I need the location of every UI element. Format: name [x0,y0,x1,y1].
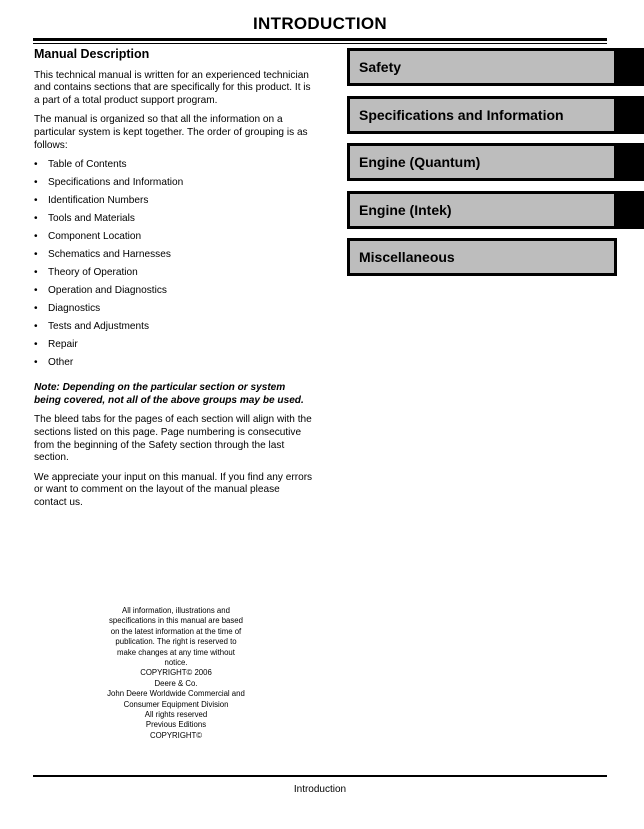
list-item-label: Table of Contents [48,159,127,171]
organization-paragraph: The manual is organized so that all the information on a particular system is kept together. The order of grouping is as follows: [34,114,308,151]
section-tab-miscellaneous[interactable] [347,238,617,276]
list-item [34,321,314,339]
bullet-icon: • [34,213,38,225]
copyright-line: COPYRIGHT© [149,730,203,740]
list-item [34,213,314,231]
bullet-icon: • [34,339,38,351]
bullet-icon: • [34,195,38,207]
section-tab-label[interactable]: Specifications and Information [350,99,614,131]
bullet-icon: • [34,249,38,261]
copyright-notice [90,606,262,741]
note-text: Note: Depending on the particular section or system being covered, not all of the above groups may be used. [34,382,304,406]
footer-rule [33,775,607,777]
list-item-label: Repair [48,339,78,351]
copyright-line: publication. The right is reserved to [115,637,237,647]
bleed-tabs-paragraph: The bleed tabs for the pages of each section will align with the sections listed on this page. Page numbering is consecutive from the beginning of the Safety section through the last section. [34,414,312,464]
manual-description-column [34,48,314,517]
section-tab-specifications[interactable] [347,96,644,134]
bullet-icon: • [34,321,38,333]
section-heading: Manual Description [34,47,150,61]
bullet-icon: • [34,177,38,189]
section-tab-safety[interactable] [347,48,644,86]
list-item [34,195,314,213]
section-tab-engine-quantum[interactable] [347,143,644,181]
list-item-label: Specifications and Information [48,177,184,189]
list-item [34,339,314,357]
list-item-label: Tests and Adjustments [48,321,149,333]
list-item [34,159,314,177]
intro-paragraph: This technical manual is written for an experienced technician and contains sections that are specifically for this product. It is a part of a total product support program. [34,69,311,106]
bullet-icon: • [34,267,38,279]
copyright-line: Deere & Co. [154,678,198,688]
section-tab-label[interactable]: Engine (Intek) [350,194,614,226]
list-item-label: Diagnostics [48,303,101,315]
section-tabs [347,48,644,286]
section-tab-engine-intek[interactable] [347,191,644,229]
list-item-label: Operation and Diagnostics [48,285,167,297]
page-title: INTRODUCTION [253,14,387,33]
copyright-line: make changes at any time without [117,647,235,657]
list-item-label: Identification Numbers [48,195,149,207]
list-item [34,249,314,267]
copyright-line: COPYRIGHT© 2006 [140,668,212,678]
copyright-line: specifications in this manual are based [109,616,243,626]
copyright-line: notice. [164,658,188,668]
bullet-icon: • [34,159,38,171]
list-item-label: Other [48,357,74,369]
bullet-icon: • [34,231,38,243]
section-tab-label[interactable]: Engine (Quantum) [350,146,614,178]
list-item-label: Theory of Operation [48,267,138,279]
section-tab-label[interactable]: Miscellaneous [350,241,614,273]
list-item-label: Component Location [48,231,142,243]
list-item [34,357,314,375]
list-item [34,177,314,195]
group-list [34,159,314,375]
bullet-icon: • [34,285,38,297]
copyright-line: All rights reserved [144,710,208,720]
copyright-line: John Deere Worldwide Commercial and [107,689,245,699]
list-item [34,267,314,285]
bullet-icon: • [34,303,38,315]
list-item-label: Schematics and Harnesses [48,249,171,261]
section-tab-label[interactable]: Safety [350,51,614,83]
list-item-label: Tools and Materials [48,213,135,225]
header-rule-thick [33,38,607,41]
list-item [34,231,314,249]
feedback-paragraph: We appreciate your input on this manual. If you find any errors or want to comment on the layout of the manual please contact us. [34,471,313,508]
copyright-line: on the latest information at the time of [110,626,242,636]
copyright-line: All information, illustrations and [122,606,230,615]
copyright-line: Previous Editions [145,720,207,730]
bullet-icon: • [34,357,38,369]
page-footer: Introduction [293,784,347,795]
header-rule-thin [33,43,607,44]
list-item [34,303,314,321]
list-item [34,285,314,303]
copyright-line: Consumer Equipment Division [123,699,229,709]
